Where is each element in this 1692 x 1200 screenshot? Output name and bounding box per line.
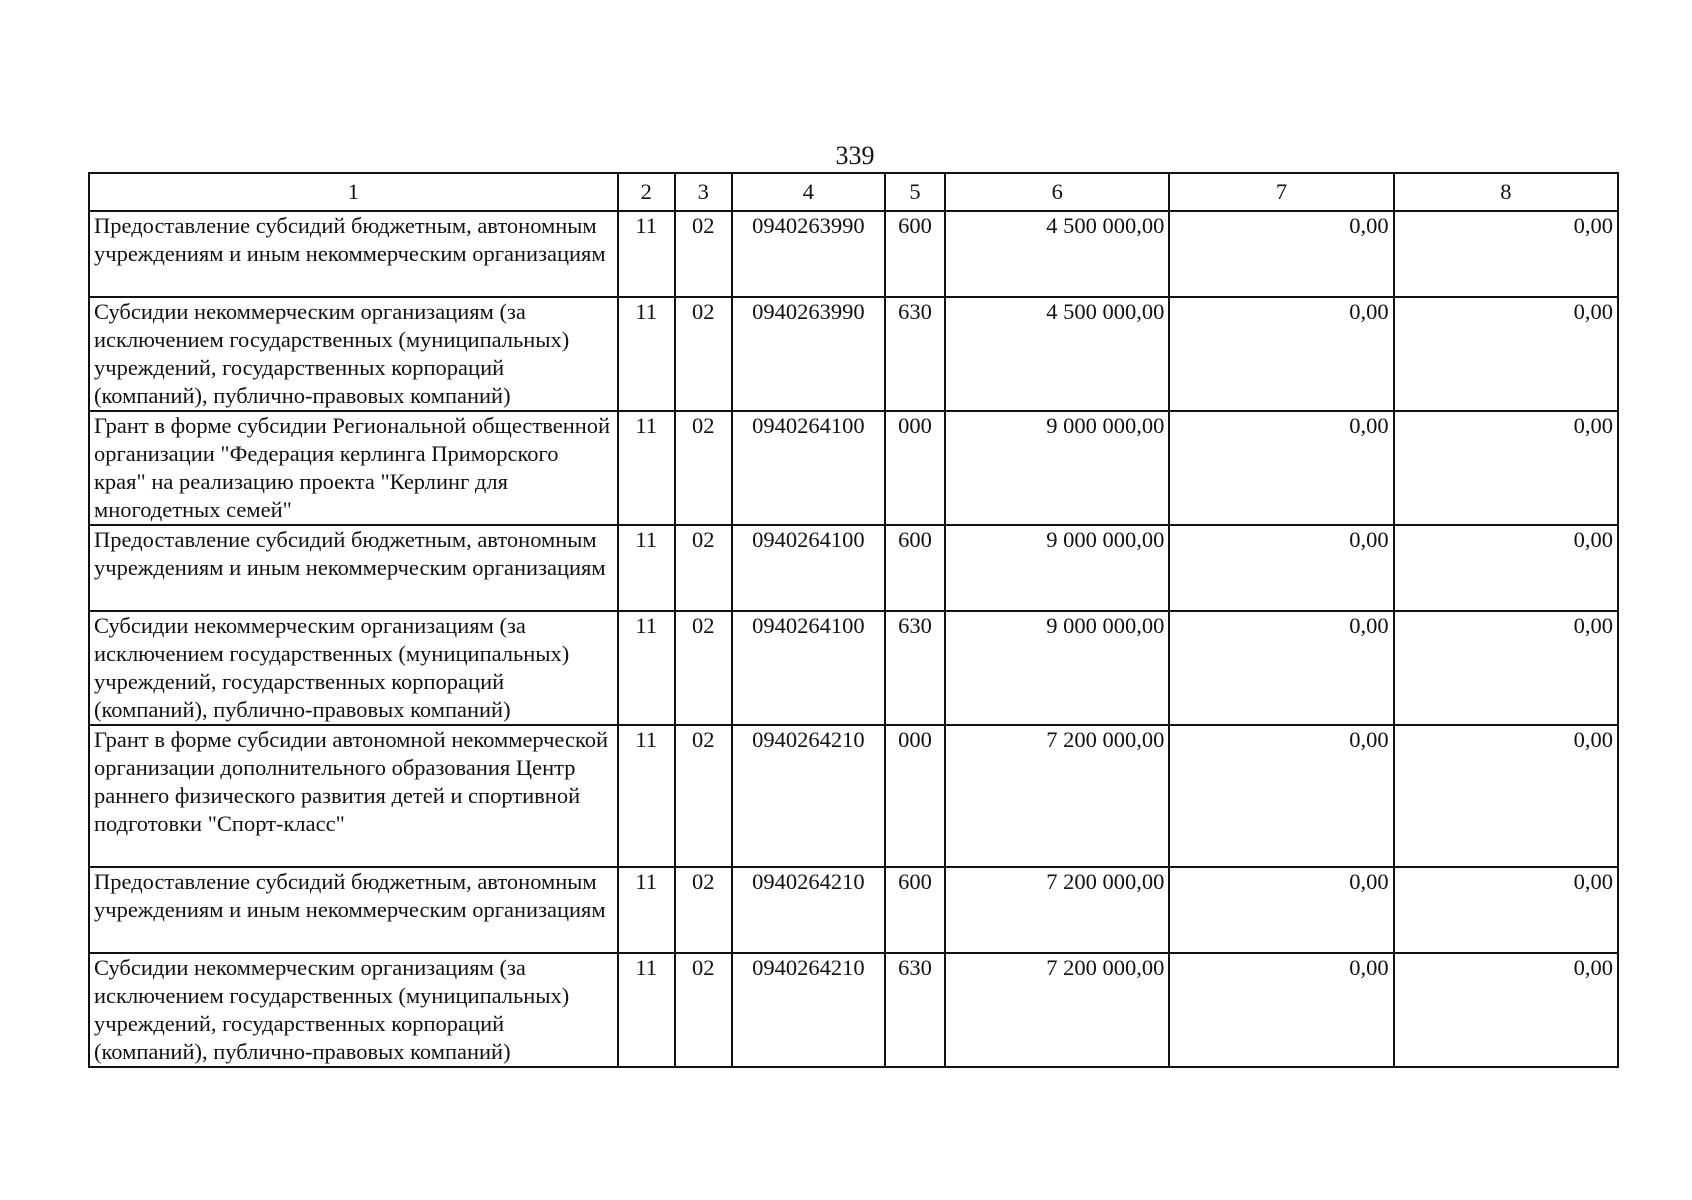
amount-col7: 0,00 xyxy=(1169,525,1393,611)
amount-col6: 9 000 000,00 xyxy=(945,525,1169,611)
expense-type-code: 000 xyxy=(885,411,945,525)
section-code: 11 xyxy=(618,525,675,611)
page-number: 339 xyxy=(835,141,875,170)
table-row xyxy=(89,411,1618,525)
section-code: 11 xyxy=(618,411,675,525)
target-article-code: 0940264210 xyxy=(732,725,885,867)
table-row xyxy=(89,211,1618,297)
expense-type-code: 600 xyxy=(885,525,945,611)
amount-col6: 7 200 000,00 xyxy=(945,725,1169,867)
amount-col8: 0,00 xyxy=(1394,611,1618,725)
table-row xyxy=(89,297,1618,411)
target-article-code: 0940264210 xyxy=(732,953,885,1067)
budget-table xyxy=(88,172,1619,1068)
section-code: 11 xyxy=(618,867,675,953)
header-cell-1: 1 xyxy=(89,173,618,211)
amount-col7: 0,00 xyxy=(1169,411,1393,525)
amount-col8: 0,00 xyxy=(1394,725,1618,867)
table-row xyxy=(89,725,1618,867)
amount-col8: 0,00 xyxy=(1394,525,1618,611)
target-article-code: 0940263990 xyxy=(732,297,885,411)
amount-col8: 0,00 xyxy=(1394,411,1618,525)
amount-col7: 0,00 xyxy=(1169,211,1393,297)
header-cell-8: 8 xyxy=(1394,173,1618,211)
header-row xyxy=(89,173,1618,211)
expense-type-code: 630 xyxy=(885,611,945,725)
subsection-code: 02 xyxy=(675,525,732,611)
expense-type-code: 630 xyxy=(885,297,945,411)
target-article-code: 0940264100 xyxy=(732,411,885,525)
amount-col6: 9 000 000,00 xyxy=(945,611,1169,725)
target-article-code: 0940264210 xyxy=(732,867,885,953)
subsection-code: 02 xyxy=(675,953,732,1067)
header-cell-7: 7 xyxy=(1169,173,1393,211)
amount-col6: 4 500 000,00 xyxy=(945,297,1169,411)
target-article-code: 0940264100 xyxy=(732,611,885,725)
section-code: 11 xyxy=(618,953,675,1067)
amount-col8: 0,00 xyxy=(1394,297,1618,411)
expense-name: Предоставление субсидий бюджетным, автономным учреждениям и иным некоммерческим организациям xyxy=(89,867,618,953)
amount-col6: 9 000 000,00 xyxy=(945,411,1169,525)
subsection-code: 02 xyxy=(675,611,732,725)
expense-type-code: 600 xyxy=(885,867,945,953)
header-cell-3: 3 xyxy=(675,173,732,211)
section-code: 11 xyxy=(618,725,675,867)
section-code: 11 xyxy=(618,611,675,725)
amount-col8: 0,00 xyxy=(1394,211,1618,297)
amount-col6: 7 200 000,00 xyxy=(945,953,1169,1067)
header-cell-6: 6 xyxy=(945,173,1169,211)
amount-col6: 7 200 000,00 xyxy=(945,867,1169,953)
expense-name: Предоставление субсидий бюджетным, автономным учреждениям и иным некоммерческим организациям xyxy=(89,525,618,611)
expense-name: Грант в форме субсидии автономной некоммерческой организации дополнительного образования Центр раннего физического развития детей и спортивной подготовки "Спорт-класс" xyxy=(89,725,618,867)
subsection-code: 02 xyxy=(675,297,732,411)
table-row xyxy=(89,611,1618,725)
table-row xyxy=(89,867,1618,953)
expense-name: Субсидии некоммерческим организациям (за исключением государственных (муниципальных) учреждений, государственных корпораций (компаний), публично-правовых компаний) xyxy=(89,953,618,1067)
expense-type-code: 630 xyxy=(885,953,945,1067)
expense-name: Субсидии некоммерческим организациям (за исключением государственных (муниципальных) учреждений, государственных корпораций (компаний), публично-правовых компаний) xyxy=(89,297,618,411)
subsection-code: 02 xyxy=(675,867,732,953)
header-cell-2: 2 xyxy=(618,173,675,211)
expense-name: Предоставление субсидий бюджетным, автономным учреждениям и иным некоммерческим организациям xyxy=(89,211,618,297)
subsection-code: 02 xyxy=(675,725,732,867)
table-row xyxy=(89,525,1618,611)
subsection-code: 02 xyxy=(675,411,732,525)
section-code: 11 xyxy=(618,297,675,411)
expense-type-code: 000 xyxy=(885,725,945,867)
subsection-code: 02 xyxy=(675,211,732,297)
amount-col7: 0,00 xyxy=(1169,725,1393,867)
expense-name: Грант в форме субсидии Региональной общественной организации "Федерация керлинга Приморского края" на реализацию проекта "Керлинг для многодетных семей" xyxy=(89,411,618,525)
amount-col8: 0,00 xyxy=(1394,867,1618,953)
header-cell-5: 5 xyxy=(885,173,945,211)
amount-col7: 0,00 xyxy=(1169,297,1393,411)
table-row xyxy=(89,953,1618,1067)
amount-col8: 0,00 xyxy=(1394,953,1618,1067)
amount-col6: 4 500 000,00 xyxy=(945,211,1169,297)
expense-name: Субсидии некоммерческим организациям (за исключением государственных (муниципальных) учреждений, государственных корпораций (компаний), публично-правовых компаний) xyxy=(89,611,618,725)
expense-type-code: 600 xyxy=(885,211,945,297)
amount-col7: 0,00 xyxy=(1169,953,1393,1067)
amount-col7: 0,00 xyxy=(1169,611,1393,725)
target-article-code: 0940264100 xyxy=(732,525,885,611)
section-code: 11 xyxy=(618,211,675,297)
amount-col7: 0,00 xyxy=(1169,867,1393,953)
header-cell-4: 4 xyxy=(732,173,885,211)
target-article-code: 0940263990 xyxy=(732,211,885,297)
